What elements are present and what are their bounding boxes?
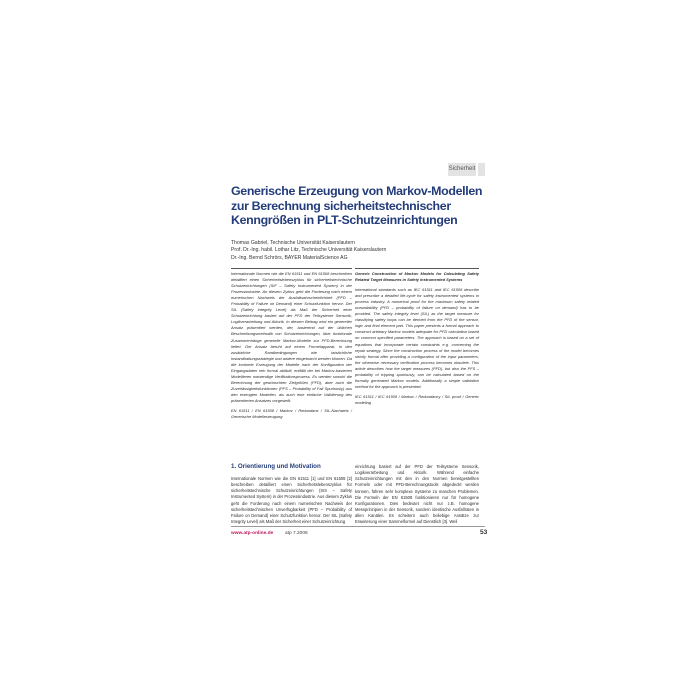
author-list [231, 240, 461, 262]
body-text: Internationale Normen wie die EN 61511 [1] und EN 61508 [2] beschreiben detailliert einen Sicherheitslebenszyklus für sicherheitstechnische Schutzeinrichtungen (SIS – Safety Instrumented System) in der Prozessindustrie. Aus diesem Zyklus geht die Forderung nach einem numerischen Nachweis der sicherheitstechnischen Unverfügbarkeit (PFD – Probability of Failure on Demand) einer Schutzfunktion hervor. Der SIL (Safety Integrity Level) als Maß der Sicherheit einer Schutzeinrichtung [231, 476, 352, 525]
article-title: Generische Erzeugung von Markov-Modellen zur Berechnung sicherheitstechnischer Kenngrößen in PLT-Schutzeinrichtungen [231, 184, 483, 228]
abstract-english [355, 271, 479, 406]
abstract-english-keywords: IEC 61511 / IEC 61508 / Markov / Redundancy / SIL proof / Generic modeling [355, 393, 479, 405]
abstract-top-rule-right [355, 268, 479, 269]
author-line: Thomas Gabriel, Technische Universität Kaiserslautern [231, 240, 355, 246]
body-column-left [231, 476, 352, 525]
body-text: einrichtung basiert auf der PFD der Teilsysteme Sensorik, Logikverarbeitung und Aktorik. Während einfache Schutzeinrichtungen mit den in den Normen bereitgestellten Formeln oder mit PFD-Berechnungstools abgedeckt werden können, führen sehr komplexe Systeme zu manchen Problemen. Die Formeln der EN 61508 funktionieren nur für homogene Konfigurationen. Dies bedeutet nicht nur z.B. homogene Messprinzipien in der Sensorik, sondern identische Ausfallraten in allen Kanälen. Es scheitern auch beliebige Ansätze zur Erweiterung einer Sammelformel auf Dienstlich [3]. Weil [355, 464, 479, 525]
section-heading: 1. Orientierung und Motivation [231, 463, 321, 470]
footer-rule [231, 526, 485, 527]
author-line: Prof. Dr.-Ing. habil. Lothar Litz, Technische Universität Kaiserslautern [231, 247, 387, 254]
section-label: Sicherheit [448, 163, 476, 176]
body-column-right [355, 464, 479, 526]
author-line: Dr.-Ing. Bernd Schrörs, BAYER MaterialScience AG [231, 254, 348, 261]
abstract-english-heading: Generic Construction of Markov Models for Calculating Safety Related Target Measures in Safety Instrumented Systems [355, 271, 479, 283]
abstract-german [231, 271, 352, 420]
section-tab-marker [478, 163, 485, 176]
footer-magazine: atp 7.2008 [285, 531, 308, 536]
page-number: 53 [480, 529, 488, 536]
abstract-german-keywords: EN 61511 / EN 61508 / Markov / Redundanz / SIL-Nachweis / Generische Modellerzeugung [231, 408, 352, 420]
footer-url: www.atp-online.de [231, 531, 274, 536]
abstract-top-rule-left [231, 268, 352, 269]
abstract-english-text: International standards such as IEC 61511 and IEC 61508 describe and prescribe a detailed life-cycle for safety instrumented systems in process industry. A numerical proof for the maximum safety related unavailability (PFD – probability of failure on demand) has to be provided. The safety integrity level (SIL) as the target measure for classifying safety loops can be derived from the PFD of the sensor, logic and final element part. This paper presents a formal approach to construct arbitrary Markov models adequate for PFD calculation based on common specified parameters. The approach is based on a set of equations that incorporate certain constraints e.g. concerning the repair strategy. Since the construction process of the model becomes strictly formal after providing a configuration of the input parameters, the otherwise necessary verification process becomes obsolete. This article describes how the target measures (PFD), but also the PFS – probability of tripping spuriously, can be calculated based on the formally generated Markov models. Additionally a simple validation method for the approach is presented. [355, 287, 479, 389]
abstract-german-text: Internationale Normen wie die EN 61511 und EN 61508 beschreiben detailliert einen Sicherheitslebenszyklus für sicherheitstechnische Schutzeinrichtungen (SIF – Safety Instrumented System) in der Prozessindustrie. An diesem Zyklus geht die Forderung nach einem numerischen Nachweis der Ausfallwahrscheinlichkeit (PFD – Probability of Failure on Demand) einer Schutzfunktion hervor. Der SIL (Safety Integrity Level) als Maß der Sicherheit einer Schutzeinrichtung basiert auf der PFD der Teilsysteme Sensorik, Logikverarbeitung und Aktorik. In diesem Beitrag wird ein genereller Ansatz präsentiert werden, der, basierend auf der üblichen Beschreibungsmethodik von Schutzeinrichtungen, über funktionale Zusammenhänge generelle Markov-Modelle zur PFD-Berechnung liefert. Der Ansatz beruht auf einem Formelapparat, in den zusätzliche Randbedingungen wie tatsächliche Instandhaltungsstrategie und andere eingebracht werden können. Da die konkrete Erzeugung der Modelle nach der Konfiguration der Eingangsdaten rein formal abläuft, entfällt der bei Markov-basierten Modellieren notwendige Verifikationsprozess. Es werden sowohl die Berechnung der gewünschten Zielgrößen (PFD), aber auch die Zuverlässigkeitsfunktionen (PFS – Probability of Fail Spuriously) aus den erzeugten Modellen, als auch eine einfache Validierung des präsentierten Ansatzes vorgestellt. [231, 271, 352, 403]
